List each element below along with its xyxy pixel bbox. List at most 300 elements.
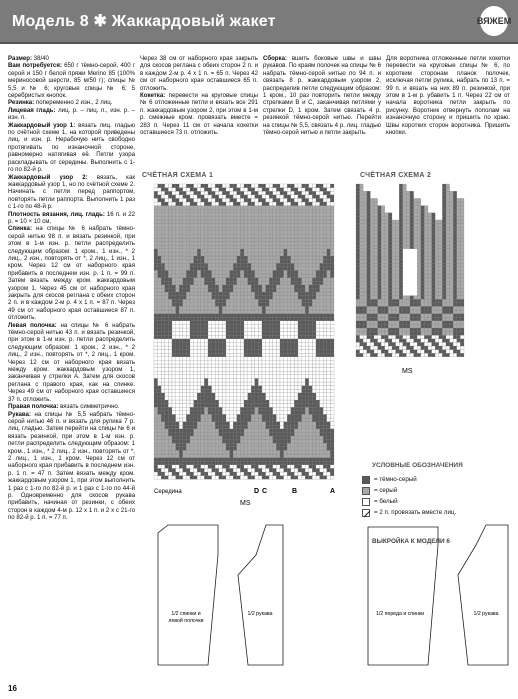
stitch-cell (309, 368, 313, 372)
stitch-cell (262, 274, 266, 278)
stitch-cell (269, 364, 273, 368)
stitch-cell (201, 227, 205, 231)
stitch-cell (435, 332, 439, 336)
stitch-cell (219, 440, 223, 444)
stitch-cell (226, 234, 230, 238)
stitch-cell (320, 263, 324, 267)
stitch-cell (161, 256, 165, 260)
stitch-cell (269, 202, 273, 206)
stitch-cell (446, 270, 450, 274)
stitch-cell (237, 191, 241, 195)
stitch-cell (280, 342, 284, 346)
stitch-cell (302, 231, 306, 235)
stitch-cell (392, 270, 396, 274)
stitch-cell (248, 321, 252, 325)
stitch-cell (363, 332, 367, 336)
stitch-cell (165, 256, 169, 260)
stitch-cell (183, 216, 187, 220)
stitch-cell (186, 195, 190, 199)
stitch-cell (298, 346, 302, 350)
stitch-cell (446, 267, 450, 271)
stitch-cell (294, 281, 298, 285)
stitch-cell (367, 303, 371, 307)
stitch-cell (190, 436, 194, 440)
stitch-cell (309, 450, 313, 454)
stitch-cell (320, 191, 324, 195)
stitch-cell (179, 346, 183, 350)
stitch-cell (262, 206, 266, 210)
stitch-cell (381, 350, 385, 354)
stitch-cell (258, 429, 262, 433)
stitch-cell (212, 267, 216, 271)
stitch-cell (208, 274, 212, 278)
chart-schema-1 (150, 180, 340, 510)
stitch-cell (287, 216, 291, 220)
stitch-cell (215, 224, 219, 228)
stitch-cell (222, 314, 226, 318)
paragraph (8, 107, 135, 122)
stitch-cell (255, 285, 259, 289)
stitch-cell (222, 234, 226, 238)
stitch-cell (323, 227, 327, 231)
stitch-cell (453, 353, 457, 357)
stitch-cell (273, 458, 277, 462)
stitch-cell (197, 450, 201, 454)
stitch-cell (233, 328, 237, 332)
stitch-cell (410, 342, 414, 346)
stitch-cell (320, 188, 324, 192)
stitch-cell (428, 350, 432, 354)
stitch-cell (302, 321, 306, 325)
stitch-cell (219, 288, 223, 292)
stitch-cell (204, 227, 208, 231)
stitch-cell (251, 414, 255, 418)
stitch-cell (251, 206, 255, 210)
stitch-cell (161, 386, 165, 390)
stitch-cell (194, 184, 198, 188)
stitch-cell (327, 267, 331, 271)
stitch-cell (240, 360, 244, 364)
stitch-cell (403, 314, 407, 318)
stitch-cell (302, 461, 306, 465)
stitch-cell (165, 389, 169, 393)
stitch-cell (360, 267, 364, 271)
stitch-cell (273, 184, 277, 188)
stitch-cell (237, 314, 241, 318)
stitch-cell (183, 382, 187, 386)
stitch-cell (233, 458, 237, 462)
stitch-cell (230, 328, 234, 332)
stitch-cell (233, 382, 237, 386)
stitch-cell (222, 260, 226, 264)
stitch-cell (258, 267, 262, 271)
stitch-cell (417, 317, 421, 321)
stitch-cell (298, 188, 302, 192)
stitch-cell (161, 450, 165, 454)
stitch-cell (309, 393, 313, 397)
stitch-cell (309, 458, 313, 462)
stitch-cell (309, 339, 313, 343)
stitch-cell (302, 407, 306, 411)
stitch-cell (183, 249, 187, 253)
stitch-cell (399, 296, 403, 300)
stitch-cell (208, 440, 212, 444)
stitch-cell (183, 346, 187, 350)
stitch-cell (374, 321, 378, 325)
stitch-cell (316, 332, 320, 336)
stitch-cell (215, 375, 219, 379)
stitch-cell (356, 342, 360, 346)
stitch-cell (316, 443, 320, 447)
schema1-arrow-label: D (254, 488, 260, 496)
stitch-cell (385, 306, 389, 310)
stitch-cell (172, 270, 176, 274)
stitch-cell (251, 249, 255, 253)
stitch-cell (237, 216, 241, 220)
stitch-cell (399, 306, 403, 310)
stitch-cell (219, 317, 223, 321)
stitch-cell (215, 263, 219, 267)
stitch-cell (378, 321, 382, 325)
stitch-cell (219, 407, 223, 411)
stitch-cell (248, 472, 252, 476)
stitch-cell (302, 238, 306, 242)
stitch-cell (244, 422, 248, 426)
stitch-cell (399, 353, 403, 357)
stitch-cell (176, 447, 180, 451)
stitch-cell (294, 238, 298, 242)
stitch-cell (204, 191, 208, 195)
stitch-cell (251, 213, 255, 217)
stitch-cell (168, 306, 172, 310)
stitch-cell (374, 350, 378, 354)
stitch-cell (262, 476, 266, 480)
stitch-cell (201, 353, 205, 357)
stitch-cell (251, 191, 255, 195)
stitch-cell (421, 299, 425, 303)
schema1-title: СЧЁТНАЯ СХЕМА 1 (142, 172, 214, 179)
stitch-cell (222, 353, 226, 357)
stitch-cell (309, 270, 313, 274)
stitch-cell (287, 292, 291, 296)
stitch-cell (176, 231, 180, 235)
stitch-cell (255, 368, 259, 372)
stitch-cell (305, 281, 309, 285)
stitch-cell (327, 404, 331, 408)
stitch-cell (417, 339, 421, 343)
stitch-cell (204, 242, 208, 246)
stitch-cell (230, 202, 234, 206)
stitch-cell (248, 378, 252, 382)
stitch-cell (276, 195, 280, 199)
stitch-cell (168, 443, 172, 447)
stitch-cell (201, 429, 205, 433)
stitch-cell (320, 335, 324, 339)
stitch-cell (172, 346, 176, 350)
stitch-cell (219, 447, 223, 451)
stitch-cell (291, 234, 295, 238)
stitch-cell (309, 206, 313, 210)
stitch-cell (183, 310, 187, 314)
stitch-cell (154, 231, 158, 235)
stitch-cell (323, 458, 327, 462)
stitch-cell (233, 440, 237, 444)
stitch-cell (248, 468, 252, 472)
stitch-cell (284, 245, 288, 249)
stitch-cell (294, 350, 298, 354)
stitch-cell (172, 202, 176, 206)
stitch-cell (255, 260, 259, 264)
stitch-cell (248, 213, 252, 217)
stitch-cell (226, 310, 230, 314)
stitch-cell (273, 220, 277, 224)
stitch-cell (302, 263, 306, 267)
stitch-cell (392, 306, 396, 310)
stitch-cell (201, 252, 205, 256)
schema1-arrow-label: A (330, 488, 336, 496)
stitch-cell (327, 418, 331, 422)
stitch-cell (424, 292, 428, 296)
stitch-cell (233, 396, 237, 400)
stitch-cell (233, 404, 237, 408)
stitch-cell (273, 371, 277, 375)
stitch-cell (424, 296, 428, 300)
stitch-cell (244, 389, 248, 393)
stitch-cell (327, 411, 331, 415)
stitch-cell (168, 184, 172, 188)
stitch-cell (168, 411, 172, 415)
stitch-cell (222, 202, 226, 206)
stitch-cell (424, 332, 428, 336)
stitch-cell (248, 360, 252, 364)
stitch-cell (204, 256, 208, 260)
stitch-cell (323, 414, 327, 418)
stitch-cell (212, 418, 216, 422)
stitch-cell (251, 429, 255, 433)
stitch-cell (330, 432, 334, 436)
stitch-cell (273, 278, 277, 282)
stitch-cell (255, 270, 259, 274)
stitch-cell (226, 299, 230, 303)
stitch-cell (269, 267, 273, 271)
stitch-cell (417, 353, 421, 357)
stitch-cell (320, 422, 324, 426)
stitch-cell (219, 184, 223, 188)
stitch-cell (302, 440, 306, 444)
stitch-cell (165, 472, 169, 476)
stitch-cell (442, 299, 446, 303)
stitch-cell (280, 436, 284, 440)
stitch-cell (258, 231, 262, 235)
stitch-cell (244, 350, 248, 354)
stitch-cell (330, 296, 334, 300)
stitch-cell (251, 425, 255, 429)
stitch-cell (453, 310, 457, 314)
stitch-cell (165, 393, 169, 397)
stitch-cell (244, 364, 248, 368)
stitch-cell (201, 368, 205, 372)
stitch-cell (273, 422, 277, 426)
stitch-cell (291, 378, 295, 382)
stitch-cell (291, 389, 295, 393)
stitch-cell (215, 252, 219, 256)
stitch-cell (165, 288, 169, 292)
stitch-cell (172, 443, 176, 447)
stitch-cell (280, 227, 284, 231)
stitch-cell (179, 436, 183, 440)
stitch-cell (309, 202, 313, 206)
stitch-cell (240, 368, 244, 372)
stitch-cell (215, 450, 219, 454)
stitch-cell (176, 458, 180, 462)
stitch-cell (172, 476, 176, 480)
stitch-cell (201, 447, 205, 451)
stitch-cell (154, 288, 158, 292)
stitch-cell (190, 227, 194, 231)
stitch-cell (396, 353, 400, 357)
stitch-cell (450, 346, 454, 350)
stitch-cell (284, 339, 288, 343)
stitch-cell (237, 249, 241, 253)
stitch-cell (330, 382, 334, 386)
stitch-cell (190, 328, 194, 332)
stitch-cell (374, 324, 378, 328)
stitch-cell (197, 342, 201, 346)
stitch-cell (305, 306, 309, 310)
stitch-cell (154, 368, 158, 372)
stitch-cell (219, 346, 223, 350)
stitch-cell (204, 249, 208, 253)
stitch-cell (158, 238, 162, 242)
stitch-cell (161, 310, 165, 314)
stitch-cell (266, 288, 270, 292)
stitch-cell (204, 357, 208, 361)
stitch-cell (237, 195, 241, 199)
stitch-cell (165, 249, 169, 253)
stitch-cell (457, 263, 461, 267)
stitch-cell (215, 411, 219, 415)
stitch-cell (240, 418, 244, 422)
stitch-cell (298, 364, 302, 368)
stitch-cell (327, 360, 331, 364)
stitch-cell (294, 202, 298, 206)
stitch-cell (294, 450, 298, 454)
stitch-cell (327, 202, 331, 206)
stitch-cell (450, 306, 454, 310)
stitch-cell (320, 314, 324, 318)
stitch-cell (233, 476, 237, 480)
stitch-cell (179, 274, 183, 278)
stitch-cell (219, 292, 223, 296)
stitch-cell (230, 461, 234, 465)
stitch-cell (309, 324, 313, 328)
stitch-cell (233, 465, 237, 469)
stitch-cell (388, 285, 392, 289)
stitch-cell (460, 267, 464, 271)
stitch-cell (273, 260, 277, 264)
stitch-cell (212, 389, 216, 393)
stitch-cell (179, 360, 183, 364)
stitch-cell (215, 468, 219, 472)
stitch-cell (305, 404, 309, 408)
stitch-cell (183, 267, 187, 271)
stitch-cell (190, 454, 194, 458)
stitch-cell (457, 314, 461, 318)
stitch-cell (291, 400, 295, 404)
stitch-cell (262, 404, 266, 408)
stitch-cell (294, 461, 298, 465)
stitch-cell (330, 468, 334, 472)
stitch-cell (212, 227, 216, 231)
stitch-cell (172, 357, 176, 361)
stitch-cell (194, 242, 198, 246)
stitch-cell (273, 436, 277, 440)
stitch-cell (287, 339, 291, 343)
stitch-cell (327, 346, 331, 350)
stitch-cell (446, 252, 450, 256)
stitch-cell (309, 422, 313, 426)
stitch-cell (168, 242, 172, 246)
stitch-cell (327, 299, 331, 303)
stitch-cell (201, 400, 205, 404)
stitch-cell (374, 274, 378, 278)
stitch-cell (363, 350, 367, 354)
stitch-cell (255, 465, 259, 469)
stitch-cell (197, 429, 201, 433)
stitch-cell (273, 454, 277, 458)
stitch-cell (327, 440, 331, 444)
stitch-cell (298, 209, 302, 213)
stitch-cell (161, 206, 165, 210)
stitch-cell (378, 310, 382, 314)
stitch-cell (312, 234, 316, 238)
stitch-cell (204, 292, 208, 296)
stitch-cell (258, 386, 262, 390)
stitch-cell (154, 360, 158, 364)
stitch-cell (204, 443, 208, 447)
stitch-cell (154, 249, 158, 253)
stitch-cell (269, 407, 273, 411)
stitch-cell (176, 411, 180, 415)
stitch-cell (226, 339, 230, 343)
stitch-cell (262, 378, 266, 382)
stitch-cell (291, 263, 295, 267)
stitch-cell (212, 285, 216, 289)
stitch-cell (237, 231, 241, 235)
stitch-cell (291, 202, 295, 206)
stitch-cell (176, 324, 180, 328)
stitch-cell (161, 472, 165, 476)
stitch-cell (230, 429, 234, 433)
stitch-cell (284, 360, 288, 364)
stitch-cell (165, 461, 169, 465)
stitch-cell (273, 188, 277, 192)
stitch-cell (323, 339, 327, 343)
stitch-cell (208, 468, 212, 472)
stitch-cell (392, 278, 396, 282)
stitch-cell (183, 436, 187, 440)
stitch-cell (251, 450, 255, 454)
stitch-cell (396, 278, 400, 282)
stitch-cell (294, 195, 298, 199)
stitch-cell (215, 191, 219, 195)
stitch-cell (215, 389, 219, 393)
stitch-cell (457, 342, 461, 346)
stitch-cell (323, 389, 327, 393)
stitch-cell (212, 270, 216, 274)
stitch-cell (165, 317, 169, 321)
stitch-cell (421, 339, 425, 343)
